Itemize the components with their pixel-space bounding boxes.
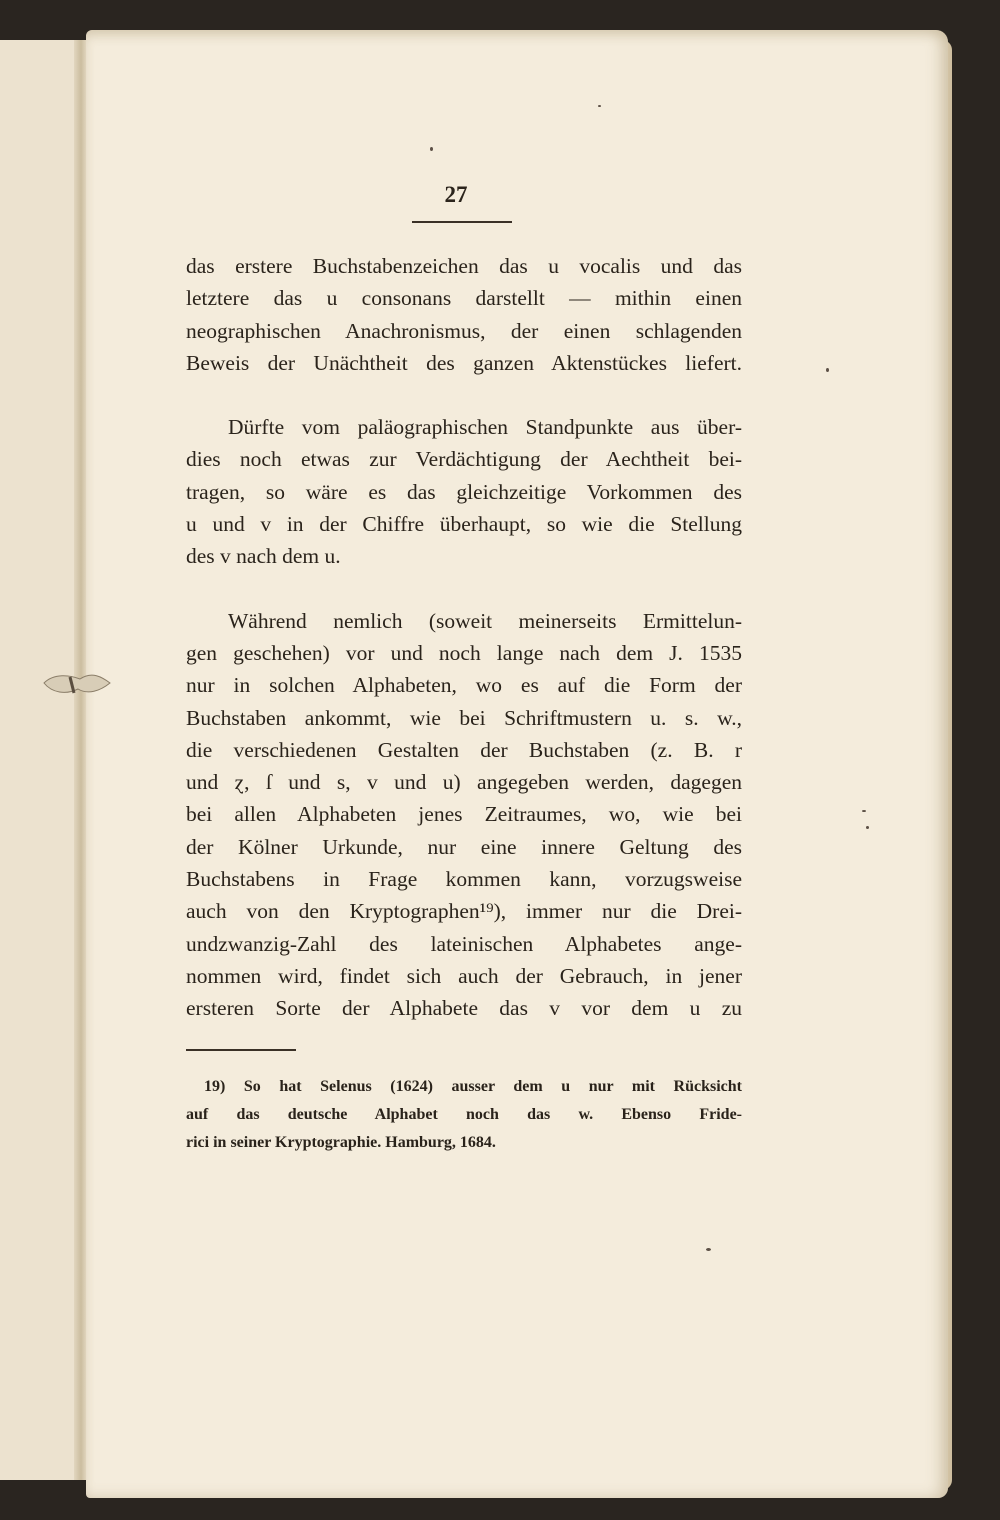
text-line: neographischen Anachronismus, der einen schlagenden [186,318,742,343]
text-line: das erstere Buchstabenzeichen das u vocalis und das [186,254,742,278]
footnote-rule [186,1049,296,1051]
text-line: Beweis der Unächtheit des ganzen Aktenstückes liefert. [186,350,742,375]
text-line: u und v in der Chiffre überhaupt, so wie die Stellung [186,512,742,537]
paragraph-1 [186,250,742,379]
text-line: nur in solchen Alphabeten, wo es auf die Form der [186,673,742,698]
footnote-line: rici in seiner Kryptographie. Hamburg, 1684. [186,1134,496,1151]
text-line: Buchstaben ankommt, wie bei Schriftmustern u. s. w., [186,705,742,730]
paper-speck [598,105,601,107]
text-line: des v nach dem u. [186,544,341,569]
text-line: Während nemlich (soweit meinerseits Ermittelun- [228,608,742,633]
paper-speck [430,147,433,151]
text-line: ersteren Sorte der Alphabete das v vor dem u zu [186,996,742,1021]
text-line: und ɀ, ſ und s, v und u) angegeben werden, dagegen [186,770,742,795]
paper-speck [826,368,829,372]
text-line: Dürfte vom paläographischen Standpunkte aus über- [228,415,742,440]
paper-speck [866,826,869,829]
text-line: bei allen Alphabeten jenes Zeitraumes, wo, wie bei [186,802,742,827]
paper-speck [706,1248,711,1251]
paper-speck [862,810,866,812]
paragraph-3 [186,605,742,1025]
text-line: der Kölner Urkunde, nur eine innere Geltung des [186,834,742,859]
page-number: 27 [444,182,468,207]
footnote-line: auf das deutsche Alphabet noch das w. Ebenso Fride- [186,1106,742,1123]
facing-page-edge [0,40,83,1480]
text-line: nommen wird, findet sich auch der Gebrauch, in jener [186,963,742,988]
page-number-rule [412,221,512,223]
torn-paper-mark [40,665,112,701]
text-line: undzwanzig-Zahl des lateinischen Alphabetes ange- [186,931,742,956]
text-line: die verschiedenen Gestalten der Buchstaben (z. B. r [186,737,742,762]
text-line: letztere das u consonans darstellt — mithin einen [186,286,742,311]
main-text [186,250,742,1057]
text-line: Buchstabens in Frage kommen kann, vorzugsweise [186,867,742,892]
text-line: auch von den Kryptographen¹⁹), immer nur die Drei- [186,899,742,924]
text-line: gen geschehen) vor und noch lange nach dem J. 1535 [186,640,742,665]
footnote-line: 19) So hat Selenus (1624) ausser dem u nur mit Rücksicht [204,1078,742,1095]
text-line: dies noch etwas zur Verdächtigung der Aechtheit bei- [186,447,742,472]
text-line: tragen, so wäre es das gleichzeitige Vorkommen des [186,479,742,504]
paragraph-2 [186,411,742,572]
footnotes [186,1073,742,1157]
